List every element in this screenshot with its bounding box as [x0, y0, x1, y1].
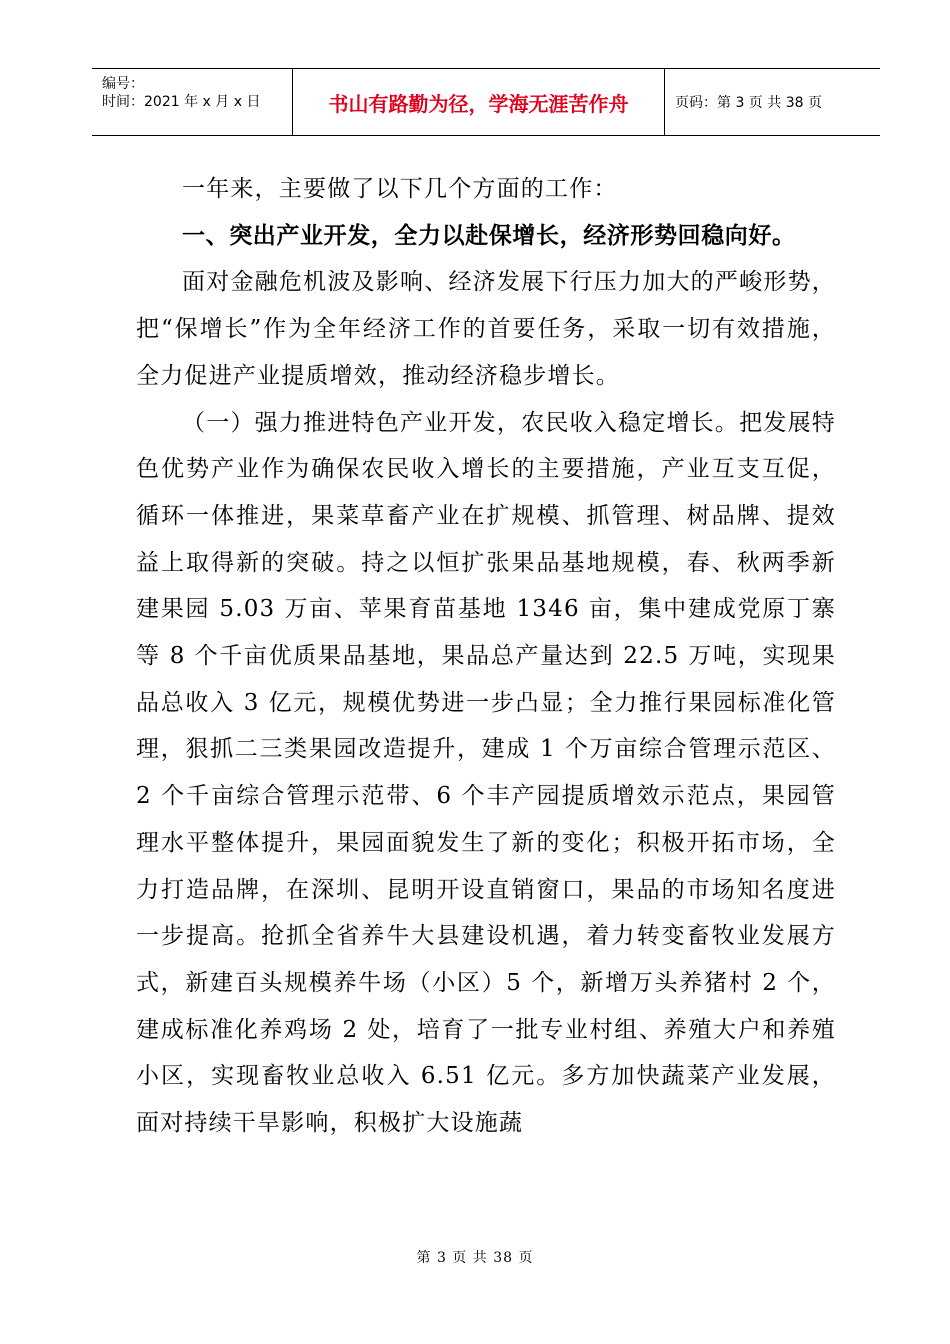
header-meta-cell — [92, 69, 293, 135]
body-paragraph: 面对金融危机波及影响、经济发展下行压力加大的严峻形势，把“保增长”作为全年经济工作的首要任务，采取一切有效措施，全力促进产业提质增效，推动经济稳步增长。 — [136, 269, 836, 389]
document-body — [136, 166, 836, 1147]
page-footer: 第 3 页 共 38 页 — [416, 1250, 534, 1266]
serial-number-label: 编号： — [102, 76, 144, 92]
time-label: 时间：2021 年 x 月 x 日 — [102, 94, 261, 110]
header-motto: 书山有路勤为径，学海无涯苦作舟 — [293, 69, 665, 135]
document-header — [92, 68, 880, 136]
intro-paragraph: 一年来，主要做了以下几个方面的工作： — [182, 176, 618, 202]
body-paragraph: （一）强力推进特色产业开发，农民收入稳定增长。把发展特色优势产业作为确保农民收入增长的主要措施，产业互支互促，循环一体推进，果菜草畜产业在扩规模、抓管理、树品牌、提效益上取得新的突破。持之以恒扩张果品基地规模，春、秋两季新建果园 5.03 万亩、苹果育苗基地 1346 亩，集中建成党原丁寨等 8 个千亩优质果品基地，果品总产量达到 22.5 万吨，实现果品总收入 3 亿元，规模优势进一步凸显；全力推行果园标准化管理，狠抓二三类果园改造提升，建成 1 个万亩综合管理示范区、2 个千亩综合管理示范带、6 个丰产园提质增效示范点，果园管理水平整体提升，果园面貌发生了新的变化；积极开拓市场，全力打造品牌，在深圳、昆明开设直销窗口，果品的市场知名度进一步提高。抢抓全省养牛大县建设机遇，着力转变畜牧业发展方式，新建百头规模养牛场（小区）5 个，新增万头养猪村 2 个，建成标准化养鸡场 2 处，培育了一批专业村组、养殖大户和养殖小区，实现畜牧业总收入 6.51 亿元。多方加快蔬菜产业发展，面对持续干旱影响，积极扩大设施蔬 — [136, 409, 836, 1137]
header-page-info: 页码：第 3 页 共 38 页 — [675, 95, 822, 111]
section-heading: 一、突出产业开发，全力以赴保增长，经济形势回稳向好。 — [182, 222, 796, 249]
